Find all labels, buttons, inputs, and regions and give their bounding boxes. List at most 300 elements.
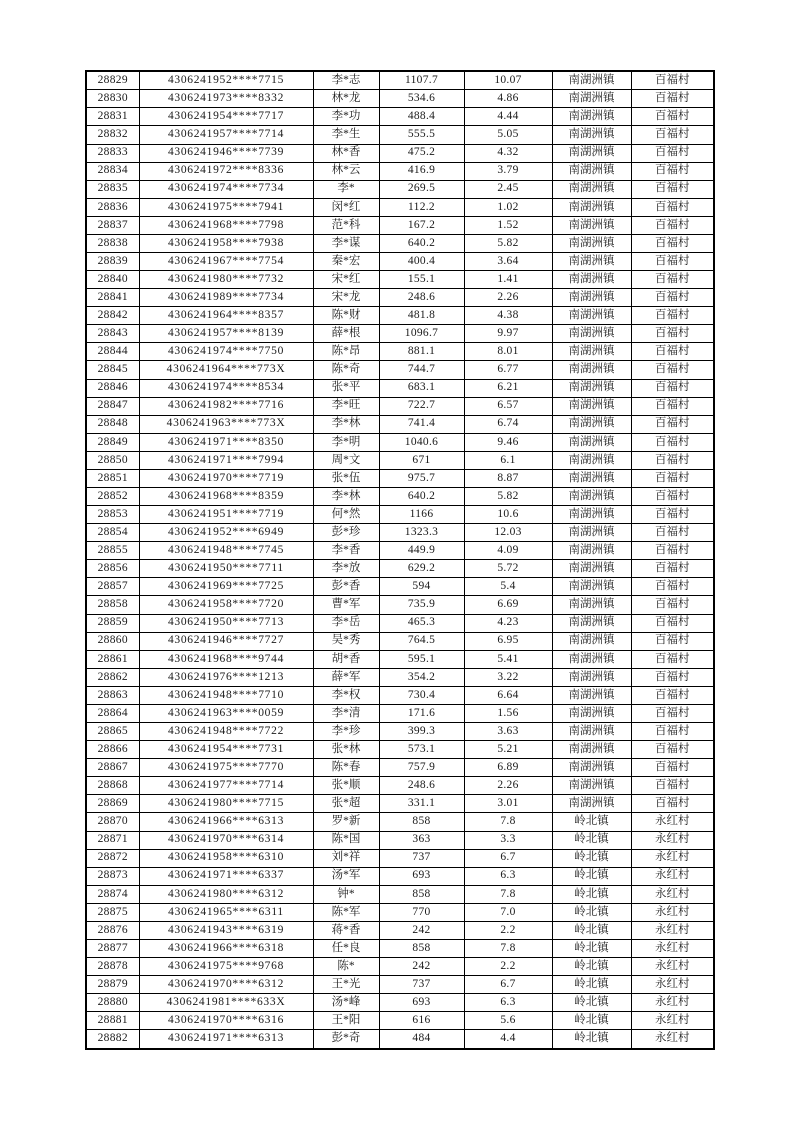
table-row bbox=[86, 994, 714, 1012]
cell-masked-id: 4306241946****7727 bbox=[139, 632, 313, 650]
cell-value-1: 858 bbox=[379, 939, 464, 957]
cell-town: 南湖洲镇 bbox=[552, 162, 631, 180]
cell-value-1: 488.4 bbox=[379, 108, 464, 126]
cell-value-1: 858 bbox=[379, 885, 464, 903]
cell-town: 南湖洲镇 bbox=[552, 795, 631, 813]
cell-value-2: 6.7 bbox=[464, 976, 552, 994]
table-row bbox=[86, 614, 714, 632]
cell-value-2: 6.74 bbox=[464, 415, 552, 433]
cell-town: 南湖洲镇 bbox=[552, 686, 631, 704]
cell-value-2: 9.97 bbox=[464, 325, 552, 343]
cell-serial-number: 28877 bbox=[86, 939, 139, 957]
table-row bbox=[86, 469, 714, 487]
table-row bbox=[86, 361, 714, 379]
cell-village: 百福村 bbox=[631, 71, 714, 90]
table-row bbox=[86, 524, 714, 542]
cell-value-1: 400.4 bbox=[379, 253, 464, 271]
cell-masked-name: 林*龙 bbox=[313, 90, 379, 108]
cell-value-1: 640.2 bbox=[379, 234, 464, 252]
cell-value-1: 764.5 bbox=[379, 632, 464, 650]
cell-village: 百福村 bbox=[631, 723, 714, 741]
cell-town: 南湖洲镇 bbox=[552, 307, 631, 325]
cell-serial-number: 28856 bbox=[86, 560, 139, 578]
cell-town: 南湖洲镇 bbox=[552, 361, 631, 379]
table-row bbox=[86, 198, 714, 216]
cell-serial-number: 28878 bbox=[86, 958, 139, 976]
cell-masked-id: 4306241943****6319 bbox=[139, 921, 313, 939]
cell-masked-id: 4306241952****6949 bbox=[139, 524, 313, 542]
cell-masked-name: 李*志 bbox=[313, 71, 379, 90]
cell-serial-number: 28834 bbox=[86, 162, 139, 180]
cell-masked-id: 4306241964****8357 bbox=[139, 307, 313, 325]
cell-village: 百福村 bbox=[631, 271, 714, 289]
table-row bbox=[86, 325, 714, 343]
cell-value-1: 242 bbox=[379, 958, 464, 976]
cell-town: 岭北镇 bbox=[552, 1030, 631, 1049]
table-row bbox=[86, 741, 714, 759]
cell-village: 百福村 bbox=[631, 415, 714, 433]
table-row bbox=[86, 759, 714, 777]
cell-village: 百福村 bbox=[631, 289, 714, 307]
cell-value-1: 475.2 bbox=[379, 144, 464, 162]
cell-value-1: 1040.6 bbox=[379, 433, 464, 451]
cell-value-2: 1.56 bbox=[464, 704, 552, 722]
cell-serial-number: 28839 bbox=[86, 253, 139, 271]
table-row bbox=[86, 307, 714, 325]
cell-masked-id: 4306241948****7710 bbox=[139, 686, 313, 704]
cell-village: 百福村 bbox=[631, 180, 714, 198]
cell-masked-id: 4306241989****7734 bbox=[139, 289, 313, 307]
table-row bbox=[86, 234, 714, 252]
cell-town: 南湖洲镇 bbox=[552, 524, 631, 542]
cell-serial-number: 28875 bbox=[86, 903, 139, 921]
cell-village: 百福村 bbox=[631, 126, 714, 144]
cell-masked-name: 陈*财 bbox=[313, 307, 379, 325]
cell-masked-name: 陈*春 bbox=[313, 759, 379, 777]
cell-value-2: 6.95 bbox=[464, 632, 552, 650]
cell-village: 永红村 bbox=[631, 939, 714, 957]
cell-serial-number: 28863 bbox=[86, 686, 139, 704]
cell-masked-name: 王*阳 bbox=[313, 1012, 379, 1030]
cell-serial-number: 28876 bbox=[86, 921, 139, 939]
cell-village: 永红村 bbox=[631, 994, 714, 1012]
cell-value-2: 6.64 bbox=[464, 686, 552, 704]
cell-town: 南湖洲镇 bbox=[552, 397, 631, 415]
cell-masked-name: 李*谋 bbox=[313, 234, 379, 252]
table-row bbox=[86, 71, 714, 90]
cell-village: 永红村 bbox=[631, 958, 714, 976]
cell-village: 百福村 bbox=[631, 469, 714, 487]
cell-serial-number: 28881 bbox=[86, 1012, 139, 1030]
cell-value-2: 7.8 bbox=[464, 885, 552, 903]
table-row bbox=[86, 632, 714, 650]
table-row bbox=[86, 343, 714, 361]
cell-masked-name: 薛*根 bbox=[313, 325, 379, 343]
cell-town: 岭北镇 bbox=[552, 976, 631, 994]
cell-masked-id: 4306241974****7734 bbox=[139, 180, 313, 198]
cell-masked-name: 李*珍 bbox=[313, 723, 379, 741]
cell-masked-name: 胡*香 bbox=[313, 650, 379, 668]
table-row bbox=[86, 723, 714, 741]
cell-town: 岭北镇 bbox=[552, 849, 631, 867]
cell-masked-name: 陈*军 bbox=[313, 903, 379, 921]
cell-value-2: 2.26 bbox=[464, 289, 552, 307]
cell-value-2: 8.87 bbox=[464, 469, 552, 487]
cell-value-2: 6.57 bbox=[464, 397, 552, 415]
cell-village: 百福村 bbox=[631, 632, 714, 650]
cell-masked-id: 4306241970****7719 bbox=[139, 469, 313, 487]
cell-village: 百福村 bbox=[631, 108, 714, 126]
cell-value-2: 6.7 bbox=[464, 849, 552, 867]
cell-town: 南湖洲镇 bbox=[552, 632, 631, 650]
cell-village: 百福村 bbox=[631, 307, 714, 325]
cell-value-2: 8.01 bbox=[464, 343, 552, 361]
cell-masked-id: 4306241971****8350 bbox=[139, 433, 313, 451]
cell-value-2: 6.69 bbox=[464, 596, 552, 614]
cell-masked-name: 宋*红 bbox=[313, 271, 379, 289]
table-row bbox=[86, 253, 714, 271]
cell-serial-number: 28853 bbox=[86, 506, 139, 524]
cell-town: 南湖洲镇 bbox=[552, 90, 631, 108]
cell-value-1: 741.4 bbox=[379, 415, 464, 433]
cell-value-1: 555.5 bbox=[379, 126, 464, 144]
cell-village: 百福村 bbox=[631, 234, 714, 252]
cell-town: 岭北镇 bbox=[552, 1012, 631, 1030]
cell-masked-id: 4306241964****773X bbox=[139, 361, 313, 379]
table-row bbox=[86, 289, 714, 307]
cell-masked-name: 薛*军 bbox=[313, 668, 379, 686]
cell-serial-number: 28842 bbox=[86, 307, 139, 325]
cell-town: 南湖洲镇 bbox=[552, 144, 631, 162]
cell-value-1: 1166 bbox=[379, 506, 464, 524]
cell-serial-number: 28871 bbox=[86, 831, 139, 849]
cell-village: 百福村 bbox=[631, 578, 714, 596]
cell-masked-id: 4306241966****6313 bbox=[139, 813, 313, 831]
cell-masked-name: 张*超 bbox=[313, 795, 379, 813]
cell-value-2: 3.63 bbox=[464, 723, 552, 741]
table-row bbox=[86, 1030, 714, 1049]
cell-masked-name: 汤*军 bbox=[313, 867, 379, 885]
cell-serial-number: 28830 bbox=[86, 90, 139, 108]
cell-town: 岭北镇 bbox=[552, 831, 631, 849]
cell-village: 百福村 bbox=[631, 433, 714, 451]
cell-value-1: 757.9 bbox=[379, 759, 464, 777]
table-row bbox=[86, 777, 714, 795]
cell-village: 百福村 bbox=[631, 741, 714, 759]
cell-village: 百福村 bbox=[631, 795, 714, 813]
cell-town: 岭北镇 bbox=[552, 994, 631, 1012]
cell-value-2: 2.2 bbox=[464, 958, 552, 976]
table-row bbox=[86, 958, 714, 976]
cell-masked-id: 4306241957****7714 bbox=[139, 126, 313, 144]
cell-value-2: 6.77 bbox=[464, 361, 552, 379]
cell-value-1: 693 bbox=[379, 994, 464, 1012]
cell-village: 永红村 bbox=[631, 867, 714, 885]
cell-value-2: 5.21 bbox=[464, 741, 552, 759]
table-row bbox=[86, 433, 714, 451]
cell-value-2: 5.82 bbox=[464, 488, 552, 506]
cell-masked-name: 李*生 bbox=[313, 126, 379, 144]
cell-serial-number: 28841 bbox=[86, 289, 139, 307]
cell-masked-name: 彭*香 bbox=[313, 578, 379, 596]
cell-value-1: 1107.7 bbox=[379, 71, 464, 90]
cell-masked-name: 林*云 bbox=[313, 162, 379, 180]
cell-village: 百福村 bbox=[631, 650, 714, 668]
cell-village: 百福村 bbox=[631, 361, 714, 379]
table-row bbox=[86, 650, 714, 668]
cell-village: 百福村 bbox=[631, 144, 714, 162]
cell-masked-id: 4306241954****7731 bbox=[139, 741, 313, 759]
cell-value-2: 4.44 bbox=[464, 108, 552, 126]
cell-masked-name: 王*光 bbox=[313, 976, 379, 994]
cell-masked-id: 4306241973****8332 bbox=[139, 90, 313, 108]
cell-masked-id: 4306241948****7722 bbox=[139, 723, 313, 741]
cell-value-2: 3.22 bbox=[464, 668, 552, 686]
cell-masked-id: 4306241950****7711 bbox=[139, 560, 313, 578]
cell-value-2: 4.32 bbox=[464, 144, 552, 162]
cell-value-2: 3.64 bbox=[464, 253, 552, 271]
cell-village: 百福村 bbox=[631, 198, 714, 216]
cell-town: 南湖洲镇 bbox=[552, 198, 631, 216]
cell-serial-number: 28882 bbox=[86, 1030, 139, 1049]
cell-value-1: 693 bbox=[379, 867, 464, 885]
cell-value-1: 465.3 bbox=[379, 614, 464, 632]
table-row bbox=[86, 1012, 714, 1030]
cell-serial-number: 28851 bbox=[86, 469, 139, 487]
cell-value-2: 10.6 bbox=[464, 506, 552, 524]
cell-town: 南湖洲镇 bbox=[552, 488, 631, 506]
cell-serial-number: 28867 bbox=[86, 759, 139, 777]
cell-town: 南湖洲镇 bbox=[552, 723, 631, 741]
cell-masked-id: 4306241982****7716 bbox=[139, 397, 313, 415]
cell-masked-name: 罗*新 bbox=[313, 813, 379, 831]
cell-serial-number: 28866 bbox=[86, 741, 139, 759]
table-row bbox=[86, 596, 714, 614]
cell-town: 南湖洲镇 bbox=[552, 759, 631, 777]
cell-value-1: 770 bbox=[379, 903, 464, 921]
cell-town: 南湖洲镇 bbox=[552, 578, 631, 596]
cell-masked-id: 4306241963****0059 bbox=[139, 704, 313, 722]
cell-serial-number: 28840 bbox=[86, 271, 139, 289]
cell-masked-name: 彭*奇 bbox=[313, 1030, 379, 1049]
cell-serial-number: 28836 bbox=[86, 198, 139, 216]
cell-masked-id: 4306241966****6318 bbox=[139, 939, 313, 957]
table-row bbox=[86, 451, 714, 469]
cell-value-2: 3.01 bbox=[464, 795, 552, 813]
cell-village: 永红村 bbox=[631, 1030, 714, 1049]
cell-town: 南湖洲镇 bbox=[552, 542, 631, 560]
cell-masked-id: 4306241971****6313 bbox=[139, 1030, 313, 1049]
cell-value-2: 5.82 bbox=[464, 234, 552, 252]
cell-value-2: 4.4 bbox=[464, 1030, 552, 1049]
cell-masked-name: 陈*国 bbox=[313, 831, 379, 849]
cell-village: 百福村 bbox=[631, 759, 714, 777]
cell-value-1: 171.6 bbox=[379, 704, 464, 722]
cell-town: 南湖洲镇 bbox=[552, 668, 631, 686]
cell-value-2: 7.0 bbox=[464, 903, 552, 921]
cell-masked-name: 钟* bbox=[313, 885, 379, 903]
cell-value-1: 616 bbox=[379, 1012, 464, 1030]
cell-town: 岭北镇 bbox=[552, 885, 631, 903]
cell-masked-name: 吴*秀 bbox=[313, 632, 379, 650]
cell-value-1: 1096.7 bbox=[379, 325, 464, 343]
cell-masked-name: 张*伍 bbox=[313, 469, 379, 487]
cell-masked-name: 李*权 bbox=[313, 686, 379, 704]
cell-value-1: 1323.3 bbox=[379, 524, 464, 542]
cell-value-1: 737 bbox=[379, 976, 464, 994]
cell-serial-number: 28869 bbox=[86, 795, 139, 813]
cell-value-1: 594 bbox=[379, 578, 464, 596]
cell-masked-id: 4306241963****773X bbox=[139, 415, 313, 433]
cell-value-2: 1.41 bbox=[464, 271, 552, 289]
cell-masked-id: 4306241980****7732 bbox=[139, 271, 313, 289]
table-row bbox=[86, 542, 714, 560]
cell-serial-number: 28879 bbox=[86, 976, 139, 994]
cell-village: 永红村 bbox=[631, 831, 714, 849]
cell-masked-name: 张*平 bbox=[313, 379, 379, 397]
cell-serial-number: 28870 bbox=[86, 813, 139, 831]
cell-village: 永红村 bbox=[631, 921, 714, 939]
cell-value-2: 12.03 bbox=[464, 524, 552, 542]
table-row bbox=[86, 849, 714, 867]
cell-serial-number: 28832 bbox=[86, 126, 139, 144]
table-row bbox=[86, 831, 714, 849]
cell-value-1: 248.6 bbox=[379, 289, 464, 307]
cell-masked-id: 4306241968****8359 bbox=[139, 488, 313, 506]
cell-value-1: 416.9 bbox=[379, 162, 464, 180]
cell-village: 永红村 bbox=[631, 903, 714, 921]
cell-serial-number: 28829 bbox=[86, 71, 139, 90]
cell-serial-number: 28880 bbox=[86, 994, 139, 1012]
cell-town: 南湖洲镇 bbox=[552, 234, 631, 252]
cell-town: 南湖洲镇 bbox=[552, 451, 631, 469]
cell-serial-number: 28844 bbox=[86, 343, 139, 361]
table-row bbox=[86, 144, 714, 162]
cell-town: 南湖洲镇 bbox=[552, 777, 631, 795]
cell-masked-id: 4306241970****6314 bbox=[139, 831, 313, 849]
cell-value-1: 573.1 bbox=[379, 741, 464, 759]
cell-masked-id: 4306241970****6316 bbox=[139, 1012, 313, 1030]
cell-value-1: 248.6 bbox=[379, 777, 464, 795]
cell-masked-id: 4306241958****7720 bbox=[139, 596, 313, 614]
cell-serial-number: 28845 bbox=[86, 361, 139, 379]
cell-value-1: 595.1 bbox=[379, 650, 464, 668]
cell-masked-id: 4306241976****1213 bbox=[139, 668, 313, 686]
cell-masked-name: 彭*珍 bbox=[313, 524, 379, 542]
cell-town: 南湖洲镇 bbox=[552, 253, 631, 271]
table-row bbox=[86, 162, 714, 180]
cell-masked-name: 陈*奇 bbox=[313, 361, 379, 379]
cell-masked-name: 秦*宏 bbox=[313, 253, 379, 271]
cell-masked-id: 4306241967****7754 bbox=[139, 253, 313, 271]
cell-serial-number: 28861 bbox=[86, 650, 139, 668]
cell-town: 南湖洲镇 bbox=[552, 596, 631, 614]
cell-value-1: 399.3 bbox=[379, 723, 464, 741]
cell-value-2: 5.6 bbox=[464, 1012, 552, 1030]
table-row bbox=[86, 704, 714, 722]
table-row bbox=[86, 180, 714, 198]
cell-value-2: 5.72 bbox=[464, 560, 552, 578]
cell-value-2: 4.86 bbox=[464, 90, 552, 108]
cell-town: 南湖洲镇 bbox=[552, 415, 631, 433]
cell-value-2: 6.89 bbox=[464, 759, 552, 777]
cell-serial-number: 28859 bbox=[86, 614, 139, 632]
records-table-body bbox=[86, 71, 714, 1049]
cell-village: 百福村 bbox=[631, 253, 714, 271]
cell-serial-number: 28852 bbox=[86, 488, 139, 506]
cell-masked-id: 4306241968****7798 bbox=[139, 216, 313, 234]
cell-village: 百福村 bbox=[631, 343, 714, 361]
cell-masked-name: 周*文 bbox=[313, 451, 379, 469]
table-row bbox=[86, 415, 714, 433]
cell-masked-id: 4306241975****9768 bbox=[139, 958, 313, 976]
records-table bbox=[85, 70, 715, 1050]
cell-value-1: 671 bbox=[379, 451, 464, 469]
cell-serial-number: 28864 bbox=[86, 704, 139, 722]
cell-serial-number: 28831 bbox=[86, 108, 139, 126]
cell-village: 百福村 bbox=[631, 90, 714, 108]
table-row bbox=[86, 126, 714, 144]
cell-masked-name: 刘*祥 bbox=[313, 849, 379, 867]
cell-value-2: 9.46 bbox=[464, 433, 552, 451]
cell-value-1: 331.1 bbox=[379, 795, 464, 813]
cell-village: 百福村 bbox=[631, 560, 714, 578]
cell-value-1: 481.8 bbox=[379, 307, 464, 325]
cell-masked-id: 4306241980****7715 bbox=[139, 795, 313, 813]
cell-town: 岭北镇 bbox=[552, 958, 631, 976]
table-row bbox=[86, 867, 714, 885]
cell-town: 南湖洲镇 bbox=[552, 469, 631, 487]
cell-value-2: 3.79 bbox=[464, 162, 552, 180]
cell-masked-name: 陈* bbox=[313, 958, 379, 976]
cell-village: 百福村 bbox=[631, 614, 714, 632]
cell-masked-id: 4306241958****6310 bbox=[139, 849, 313, 867]
cell-masked-name: 张*顺 bbox=[313, 777, 379, 795]
cell-town: 岭北镇 bbox=[552, 813, 631, 831]
cell-masked-id: 4306241972****8336 bbox=[139, 162, 313, 180]
table-row bbox=[86, 795, 714, 813]
cell-masked-name: 蒋*香 bbox=[313, 921, 379, 939]
cell-serial-number: 28860 bbox=[86, 632, 139, 650]
cell-serial-number: 28868 bbox=[86, 777, 139, 795]
cell-village: 百福村 bbox=[631, 542, 714, 560]
cell-town: 南湖洲镇 bbox=[552, 71, 631, 90]
table-row bbox=[86, 108, 714, 126]
table-row bbox=[86, 397, 714, 415]
table-row bbox=[86, 885, 714, 903]
cell-village: 永红村 bbox=[631, 976, 714, 994]
cell-serial-number: 28854 bbox=[86, 524, 139, 542]
cell-masked-id: 4306241965****6311 bbox=[139, 903, 313, 921]
cell-value-1: 735.9 bbox=[379, 596, 464, 614]
cell-town: 南湖洲镇 bbox=[552, 180, 631, 198]
cell-masked-name: 李*功 bbox=[313, 108, 379, 126]
cell-town: 岭北镇 bbox=[552, 921, 631, 939]
table-row bbox=[86, 813, 714, 831]
table-row bbox=[86, 560, 714, 578]
cell-town: 岭北镇 bbox=[552, 903, 631, 921]
cell-serial-number: 28843 bbox=[86, 325, 139, 343]
cell-masked-name: 范*科 bbox=[313, 216, 379, 234]
cell-village: 永红村 bbox=[631, 1012, 714, 1030]
cell-value-2: 1.02 bbox=[464, 198, 552, 216]
cell-masked-name: 何*然 bbox=[313, 506, 379, 524]
cell-value-1: 683.1 bbox=[379, 379, 464, 397]
cell-village: 永红村 bbox=[631, 885, 714, 903]
cell-value-2: 6.1 bbox=[464, 451, 552, 469]
cell-masked-id: 4306241954****7717 bbox=[139, 108, 313, 126]
cell-value-2: 6.21 bbox=[464, 379, 552, 397]
